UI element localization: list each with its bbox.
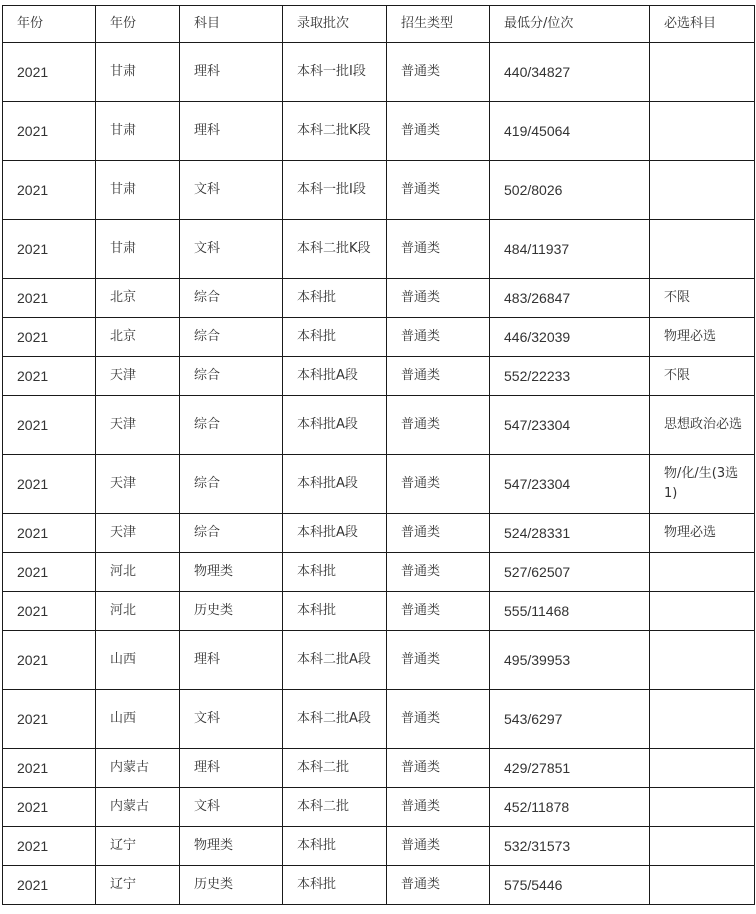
- cell-batch: 本科二批A段: [283, 690, 387, 749]
- cell-batch: 本科批A段: [283, 514, 387, 553]
- cell-province: 甘肃: [96, 43, 180, 102]
- cell-subject: 理科: [180, 749, 283, 788]
- cell-required: 不限: [650, 357, 755, 396]
- cell-province: 天津: [96, 514, 180, 553]
- cell-score: 446/32039: [490, 318, 650, 357]
- cell-type: 普通类: [387, 788, 490, 827]
- cell-batch: 本科批: [283, 279, 387, 318]
- table-row: [3, 553, 755, 592]
- table-row: [3, 631, 755, 690]
- cell-subject: 文科: [180, 690, 283, 749]
- cell-type: 普通类: [387, 318, 490, 357]
- cell-batch: 本科二批: [283, 788, 387, 827]
- cell-batch: 本科二批K段: [283, 102, 387, 161]
- cell-province: 天津: [96, 357, 180, 396]
- cell-province: 河北: [96, 592, 180, 631]
- table-row: [3, 866, 755, 905]
- cell-year: 2021: [3, 279, 96, 318]
- cell-score: 555/11468: [490, 592, 650, 631]
- cell-type: 普通类: [387, 553, 490, 592]
- cell-year: 2021: [3, 553, 96, 592]
- table-body: [3, 43, 755, 905]
- cell-year: 2021: [3, 592, 96, 631]
- table-row: [3, 396, 755, 455]
- cell-batch: 本科批A段: [283, 357, 387, 396]
- cell-score: 502/8026: [490, 161, 650, 220]
- cell-score: 552/22233: [490, 357, 650, 396]
- cell-year: 2021: [3, 690, 96, 749]
- cell-subject: 综合: [180, 455, 283, 514]
- cell-subject: 理科: [180, 43, 283, 102]
- cell-required: [650, 827, 755, 866]
- cell-type: 普通类: [387, 102, 490, 161]
- cell-year: 2021: [3, 161, 96, 220]
- cell-required: 物/化/生(3选1): [650, 455, 755, 514]
- cell-batch: 本科批A段: [283, 396, 387, 455]
- cell-required: [650, 631, 755, 690]
- cell-province: 甘肃: [96, 102, 180, 161]
- cell-subject: 物理类: [180, 553, 283, 592]
- cell-type: 普通类: [387, 749, 490, 788]
- cell-province: 内蒙古: [96, 749, 180, 788]
- cell-year: 2021: [3, 827, 96, 866]
- cell-required: [650, 43, 755, 102]
- cell-required: [650, 749, 755, 788]
- cell-province: 河北: [96, 553, 180, 592]
- cell-type: 普通类: [387, 866, 490, 905]
- cell-required: 不限: [650, 279, 755, 318]
- cell-year: 2021: [3, 749, 96, 788]
- header-row: [3, 6, 755, 43]
- header-year: 年份: [3, 6, 96, 43]
- cell-type: 普通类: [387, 396, 490, 455]
- cell-score: 575/5446: [490, 866, 650, 905]
- cell-required: [650, 161, 755, 220]
- cell-province: 辽宁: [96, 866, 180, 905]
- cell-required: 物理必选: [650, 318, 755, 357]
- table-row: [3, 827, 755, 866]
- cell-year: 2021: [3, 220, 96, 279]
- cell-required: [650, 592, 755, 631]
- table-row: [3, 749, 755, 788]
- table-row: [3, 220, 755, 279]
- cell-year: 2021: [3, 866, 96, 905]
- cell-year: 2021: [3, 43, 96, 102]
- cell-batch: 本科二批: [283, 749, 387, 788]
- cell-required: [650, 102, 755, 161]
- cell-score: 527/62507: [490, 553, 650, 592]
- cell-batch: 本科一批I段: [283, 161, 387, 220]
- cell-batch: 本科批A段: [283, 455, 387, 514]
- cell-batch: 本科二批A段: [283, 631, 387, 690]
- cell-batch: 本科批: [283, 318, 387, 357]
- cell-score: 532/31573: [490, 827, 650, 866]
- cell-score: 543/6297: [490, 690, 650, 749]
- cell-batch: 本科批: [283, 553, 387, 592]
- cell-score: 547/23304: [490, 396, 650, 455]
- cell-subject: 物理类: [180, 827, 283, 866]
- cell-year: 2021: [3, 318, 96, 357]
- cell-subject: 理科: [180, 631, 283, 690]
- cell-score: 547/23304: [490, 455, 650, 514]
- cell-subject: 历史类: [180, 866, 283, 905]
- cell-year: 2021: [3, 788, 96, 827]
- cell-type: 普通类: [387, 161, 490, 220]
- cell-batch: 本科批: [283, 827, 387, 866]
- cell-score: 483/26847: [490, 279, 650, 318]
- cell-required: [650, 220, 755, 279]
- cell-subject: 历史类: [180, 592, 283, 631]
- table-row: [3, 318, 755, 357]
- cell-type: 普通类: [387, 514, 490, 553]
- cell-type: 普通类: [387, 690, 490, 749]
- cell-score: 440/34827: [490, 43, 650, 102]
- cell-subject: 综合: [180, 318, 283, 357]
- cell-subject: 文科: [180, 161, 283, 220]
- cell-required: 物理必选: [650, 514, 755, 553]
- cell-province: 辽宁: [96, 827, 180, 866]
- table-row: [3, 279, 755, 318]
- cell-type: 普通类: [387, 279, 490, 318]
- cell-score: 484/11937: [490, 220, 650, 279]
- cell-batch: 本科二批K段: [283, 220, 387, 279]
- cell-province: 天津: [96, 396, 180, 455]
- cell-year: 2021: [3, 455, 96, 514]
- cell-subject: 综合: [180, 396, 283, 455]
- cell-required: [650, 866, 755, 905]
- header-province: 年份: [96, 6, 180, 43]
- cell-province: 北京: [96, 318, 180, 357]
- cell-score: 419/45064: [490, 102, 650, 161]
- cell-subject: 综合: [180, 357, 283, 396]
- cell-type: 普通类: [387, 631, 490, 690]
- cell-type: 普通类: [387, 220, 490, 279]
- cell-score: 524/28331: [490, 514, 650, 553]
- cell-subject: 文科: [180, 788, 283, 827]
- cell-type: 普通类: [387, 592, 490, 631]
- cell-required: [650, 690, 755, 749]
- table-row: [3, 102, 755, 161]
- cell-province: 内蒙古: [96, 788, 180, 827]
- cell-required: 思想政治必选: [650, 396, 755, 455]
- cell-batch: 本科一批I段: [283, 43, 387, 102]
- cell-score: 429/27851: [490, 749, 650, 788]
- admission-score-table: [2, 5, 755, 905]
- cell-required: [650, 553, 755, 592]
- cell-subject: 综合: [180, 514, 283, 553]
- table-row: [3, 357, 755, 396]
- table-row: [3, 455, 755, 514]
- cell-province: 甘肃: [96, 220, 180, 279]
- cell-score: 452/11878: [490, 788, 650, 827]
- table-row: [3, 788, 755, 827]
- table-header: [3, 6, 755, 43]
- header-score: 最低分/位次: [490, 6, 650, 43]
- cell-province: 山西: [96, 631, 180, 690]
- cell-province: 山西: [96, 690, 180, 749]
- header-type: 招生类型: [387, 6, 490, 43]
- cell-year: 2021: [3, 357, 96, 396]
- cell-province: 甘肃: [96, 161, 180, 220]
- table-row: [3, 690, 755, 749]
- cell-batch: 本科批: [283, 592, 387, 631]
- cell-year: 2021: [3, 102, 96, 161]
- cell-score: 495/39953: [490, 631, 650, 690]
- cell-subject: 综合: [180, 279, 283, 318]
- cell-year: 2021: [3, 514, 96, 553]
- table-row: [3, 161, 755, 220]
- cell-type: 普通类: [387, 827, 490, 866]
- table-row: [3, 43, 755, 102]
- table-row: [3, 592, 755, 631]
- header-subject: 科目: [180, 6, 283, 43]
- header-batch: 录取批次: [283, 6, 387, 43]
- cell-subject: 理科: [180, 102, 283, 161]
- cell-type: 普通类: [387, 455, 490, 514]
- cell-province: 北京: [96, 279, 180, 318]
- cell-batch: 本科批: [283, 866, 387, 905]
- cell-type: 普通类: [387, 43, 490, 102]
- cell-subject: 文科: [180, 220, 283, 279]
- cell-province: 天津: [96, 455, 180, 514]
- header-required: 必选科目: [650, 6, 755, 43]
- cell-required: [650, 788, 755, 827]
- cell-type: 普通类: [387, 357, 490, 396]
- cell-year: 2021: [3, 631, 96, 690]
- table-row: [3, 514, 755, 553]
- cell-year: 2021: [3, 396, 96, 455]
